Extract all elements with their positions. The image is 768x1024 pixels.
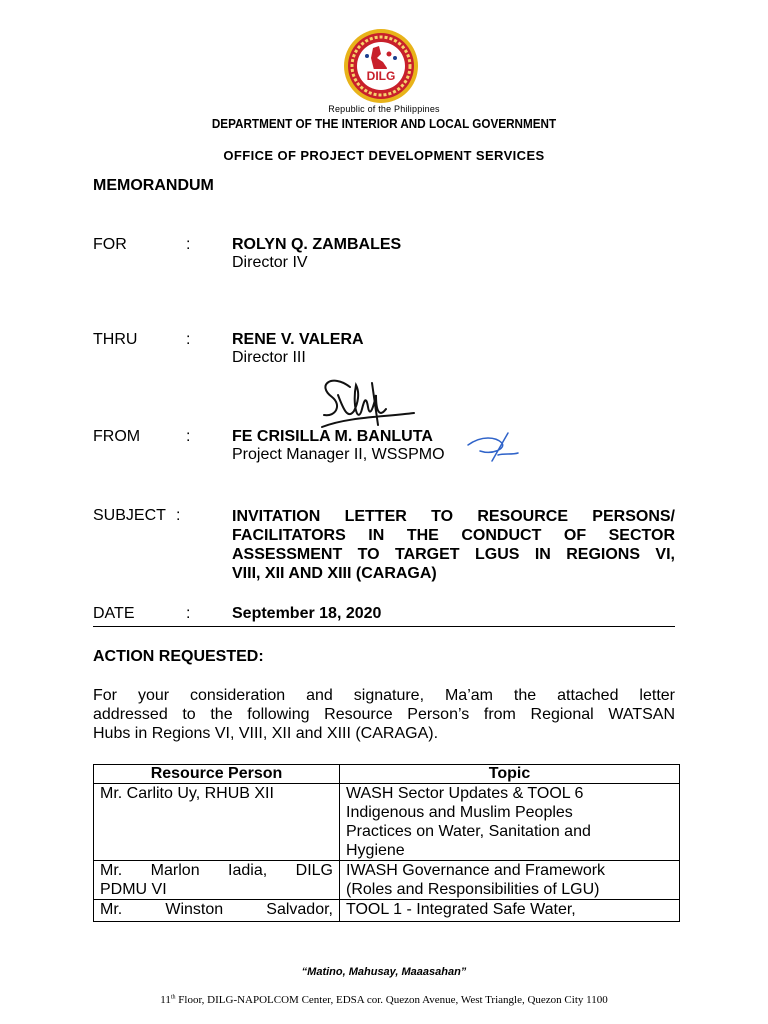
action-paragraph (93, 686, 675, 743)
action-requested-title: ACTION REQUESTED: (93, 648, 264, 665)
cell-line: Practices on Water, Sanitation and (346, 823, 591, 840)
table-row (94, 784, 680, 861)
signature-valera (302, 365, 422, 465)
cell-line: Mr. Winston Salvador, (100, 901, 333, 918)
header-resource-person: Resource Person (94, 765, 340, 784)
for-name: ROLYN Q. ZAMBALES (232, 236, 402, 253)
subject-line: VIII, XII AND XIII (CARAGA) (232, 565, 437, 582)
from-name: FE CRISILLA M. BANLUTA (232, 428, 433, 445)
cell-line: Indigenous and Muslim Peoples (346, 804, 573, 821)
footer-address (0, 994, 768, 1006)
cell-line: Hygiene (346, 842, 405, 859)
date-label: DATE (93, 605, 135, 622)
thru-value (232, 331, 364, 367)
cell-person (94, 784, 340, 861)
thru-colon: : (186, 331, 191, 348)
resource-person-table (93, 764, 680, 922)
cell-topic (340, 861, 680, 900)
republic-heading: Republic of the Philippines (328, 104, 440, 114)
memorandum-title: MEMORANDUM (93, 177, 214, 194)
table-row (94, 861, 680, 900)
address-sup: th (170, 994, 176, 1001)
from-position: Project Manager II, WSSPMO (232, 446, 445, 463)
address-floor: 11 (160, 994, 171, 1006)
office-heading: OFFICE OF PROJECT DEVELOPMENT SERVICES (223, 148, 545, 163)
cell-line: PDMU VI (100, 881, 167, 898)
paragraph-line: For your consideration and signature, Ma’am the attached letter (93, 687, 675, 704)
subject-line: INVITATION LETTER TO RESOURCE PERSONS/ (232, 508, 675, 525)
paragraph-line: addressed to the following Resource Person’s from Regional WATSAN (93, 706, 675, 723)
subject-text (232, 507, 675, 583)
for-position: Director IV (232, 254, 308, 271)
paragraph-line: Hubs in Regions VI, VIII, XII and XIII (CARAGA). (93, 725, 439, 742)
table-row (94, 900, 680, 922)
address-rest: Floor, DILG-NAPOLCOM Center, EDSA cor. Quezon Avenue, West Triangle, Quezon City 1100 (175, 994, 608, 1006)
from-label: FROM (93, 428, 141, 445)
cell-person (94, 861, 340, 900)
department-heading: DEPARTMENT OF THE INTERIOR AND LOCAL GOVERNMENT (211, 116, 557, 131)
date-value: September 18, 2020 (232, 605, 382, 622)
cell-line: (Roles and Responsibilities of LGU) (346, 881, 600, 898)
cell-topic (340, 784, 680, 861)
header-topic: Topic (340, 765, 680, 784)
thru-name: RENE V. VALERA (232, 331, 364, 348)
date-divider (93, 626, 675, 627)
date-colon: : (186, 605, 191, 622)
subject-colon: : (176, 507, 181, 524)
cell-line: Mr. Marlon Iadia, DILG (100, 862, 333, 879)
footer-motto: “Matino, Mahusay, Maaasahan” (301, 966, 467, 978)
thru-label: THRU (93, 331, 138, 348)
thru-position: Director III (232, 349, 306, 366)
cell-line: WASH Sector Updates & TOOL 6 (346, 785, 584, 802)
for-label: FOR (93, 236, 127, 253)
for-value (232, 236, 401, 272)
for-colon: : (186, 236, 191, 253)
cell-topic (340, 900, 680, 922)
dilg-seal-logo (343, 28, 419, 104)
table-header-row (94, 765, 680, 784)
signature-initial (462, 425, 522, 465)
logo-text: DILG (366, 69, 396, 83)
subject-line: ASSESSMENT TO TARGET LGUS IN REGIONS VI, (232, 546, 675, 563)
subject-line: FACILITATORS IN THE CONDUCT OF SECTOR (232, 527, 675, 544)
cell-line: Mr. Carlito Uy, RHUB XII (100, 785, 274, 802)
cell-person (94, 900, 340, 922)
cell-line: TOOL 1 - Integrated Safe Water, (346, 901, 576, 918)
subject-label: SUBJECT (93, 507, 166, 524)
cell-line: IWASH Governance and Framework (346, 862, 606, 879)
from-colon: : (186, 428, 191, 445)
